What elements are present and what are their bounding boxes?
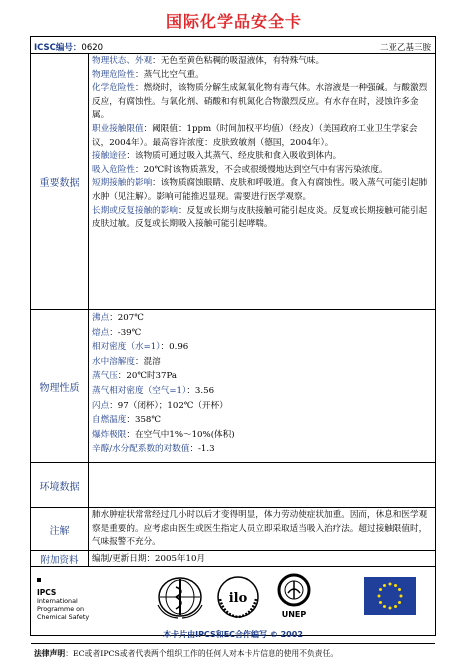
section-physical-properties: [31, 310, 435, 463]
card-header: [31, 37, 435, 54]
property-item: 熔点：-39℃: [92, 327, 142, 338]
property-item: 蒸气相对密度（空气=1）：3.56: [92, 385, 215, 396]
unep-label: UNEP: [281, 610, 307, 619]
property-item: 沸点：207℃: [92, 313, 144, 323]
ipcs-line: International: [37, 597, 78, 605]
icsc-number: [34, 41, 103, 53]
page-title: 国际化学品安全卡: [165, 12, 302, 31]
section-label: 重要数据: [31, 54, 89, 309]
icsc-value: 0620: [81, 43, 104, 53]
section-label: 注解: [31, 508, 89, 550]
svg-text:ilo: ilo: [228, 591, 248, 606]
data-item: 短期接触的影响：该物质腐蚀眼睛、皮肤和呼吸道。食入有腐蚀性。吸入蒸气可能引起肺水肿（见注解）。影响可能推迟显现。需要进行医学观察。: [92, 178, 428, 202]
who-logo-icon: [156, 575, 204, 619]
property-item: 爆炸极限：在空气中1%～10%(体积): [92, 429, 235, 440]
section-label: 环境数据: [31, 463, 89, 507]
data-item: 接触途径：该物质可通过吸入其蒸气、经皮肤和食入吸收到体内。: [92, 151, 342, 162]
ipcs-line: Chemical Safety: [37, 613, 90, 621]
ipcs-line: Programme on: [37, 605, 85, 613]
section-content: [89, 463, 435, 507]
property-item: 水中溶解度：混溶: [92, 356, 161, 367]
section-label: 附加资料: [31, 551, 89, 566]
unep-logo-icon: [274, 573, 314, 609]
acknowledgement: 本卡片由IPCS和EC合作编写 © 2002: [163, 630, 303, 639]
data-item: 化学危险性：燃烧时，该物质分解生成氮氧化物有毒气体。水溶液是一种强碱。与酸激烈反应，有腐蚀性。与氧化剂、硝酸和有机氮化合物激烈反应。有水存在时，浸蚀许多金属。: [92, 83, 428, 121]
data-item: 吸入危险性：20℃时该物质蒸发，不会或很缓慢地达到空气中有害污染浓度。: [92, 164, 388, 175]
ipcs-logo-icon: [37, 570, 87, 590]
section-additional: [31, 551, 435, 567]
section-important-data: [31, 54, 435, 310]
property-item: 蒸气压：20℃时37Pa: [92, 371, 177, 382]
logos-area: [31, 567, 435, 644]
data-item: 职业接触限值：阈限值：1ppm（时间加权平均值）（经皮）（美国政府工业卫生学家会议，2004年）。最高容许浓度：皮肤致敏剂（德国，2004年）。: [92, 123, 418, 148]
ipcs-title: IPCS: [37, 588, 57, 597]
property-item: 辛醇/水分配系数的对数值：-1.3: [92, 444, 215, 455]
section-content: 肺水肿症状常常经过几小时以后才变得明显，体力劳动使症状加重。因而，休息和医学观察是重要的。应考虑由医生或医生指定人员立即采取适当吸入治疗法。超过接触限值时，气味报警不充分。: [92, 510, 428, 548]
ilo-logo-icon: [216, 575, 260, 619]
property-item: 自燃温度：358℃: [92, 415, 162, 426]
chemical-name: 二亚乙基三胺: [379, 43, 431, 53]
ipcs-logo-text: [37, 589, 89, 621]
data-item: 物理状态、外观：无色至黄色粘稠的吸湿液体，有特殊气味。: [92, 56, 325, 66]
section-notes: [31, 508, 435, 551]
property-item: 闪点：97（闭杯）；102℃（开杯）: [92, 400, 228, 411]
legal-notice: [31, 644, 435, 664]
property-item: 相对密度（水=1）：0.96: [92, 342, 189, 353]
data-item: 物理危险性：蒸气比空气重。: [92, 69, 204, 80]
section-content: 编制/更新日期：2005年10月: [92, 554, 206, 564]
section-content: [89, 54, 435, 309]
section-content: [89, 310, 435, 462]
legal-label: 法律声明: [34, 649, 66, 658]
logos: [31, 567, 435, 643]
eu-flag-icon: [364, 577, 416, 615]
legal-text: [34, 648, 338, 659]
icsc-label: ICSC编号：: [34, 43, 82, 53]
section-label: 物理性质: [31, 310, 89, 462]
section-environment: [31, 463, 435, 508]
data-item: 长期或反复接触的影响：反复或长期与皮肤接触可能引起皮炎。反复或长期接触可能引起皮肤过敏。反复或长期吸入接触可能引起哮喘。: [92, 205, 428, 230]
safety-card: [30, 36, 436, 658]
legal-body: ：EC或者IPCS或者代表两个组织工作的任何人对本卡片信息的使用不负责任。: [65, 649, 339, 658]
